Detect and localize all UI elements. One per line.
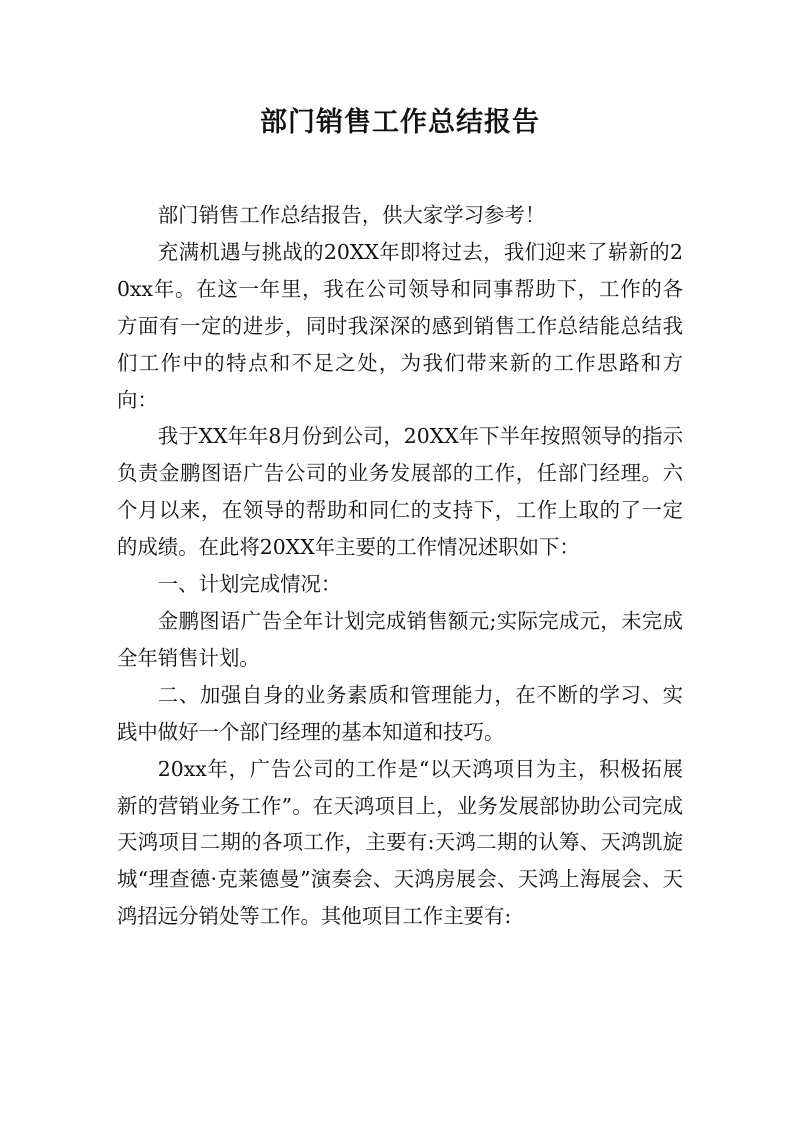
- document-title: 部门销售工作总结报告: [260, 107, 540, 138]
- body-paragraph: 金鹏图语广告全年计划完成销售额元;实际完成元，未完成全年销售计划。: [117, 608, 683, 670]
- intro-paragraph: 部门销售工作总结报告，供大家学习参考！: [157, 203, 546, 227]
- section-heading: 二、加强自身的业务素质和管理能力，在不断的学习、实践中做好一个部门经理的基本知道和技巧。: [117, 682, 683, 744]
- body-paragraph: 充满机遇与挑战的20XX年即将过去，我们迎来了崭新的20xx年。在这一年里，我在公司领导和同事帮助下，工作的各方面有一定的进步，同时我深深的感到销售工作总结能总结我们工作中的特点和不足之处，为我们带来新的工作思路和方向：: [117, 239, 683, 412]
- document-body: [117, 197, 683, 935]
- body-paragraph: 20xx年，广告公司的工作是“以天鸿项目为主，积极拓展新的营销业务工作”。在天鸿项目上，业务发展部协助公司完成天鸿项目二期的各项工作，主要有:天鸿二期的认筹、天鸿凯旋城“理查德·克莱德曼”演奏会、天鸿房展会、天鸿上海展会、天鸿招远分销处等工作。其他项目工作主要有:: [117, 756, 683, 929]
- section-heading: 一、计划完成情况：: [157, 572, 342, 597]
- body-paragraph: 我于XX年年8月份到公司，20XX年下半年按照领导的指示负责金鹏图语广告公司的业务发展部的工作，任部门经理。六个月以来，在领导的帮助和同仁的支持下，工作上取的了一定的成绩。在此将20XX年主要的工作情况述职如下：: [117, 424, 683, 560]
